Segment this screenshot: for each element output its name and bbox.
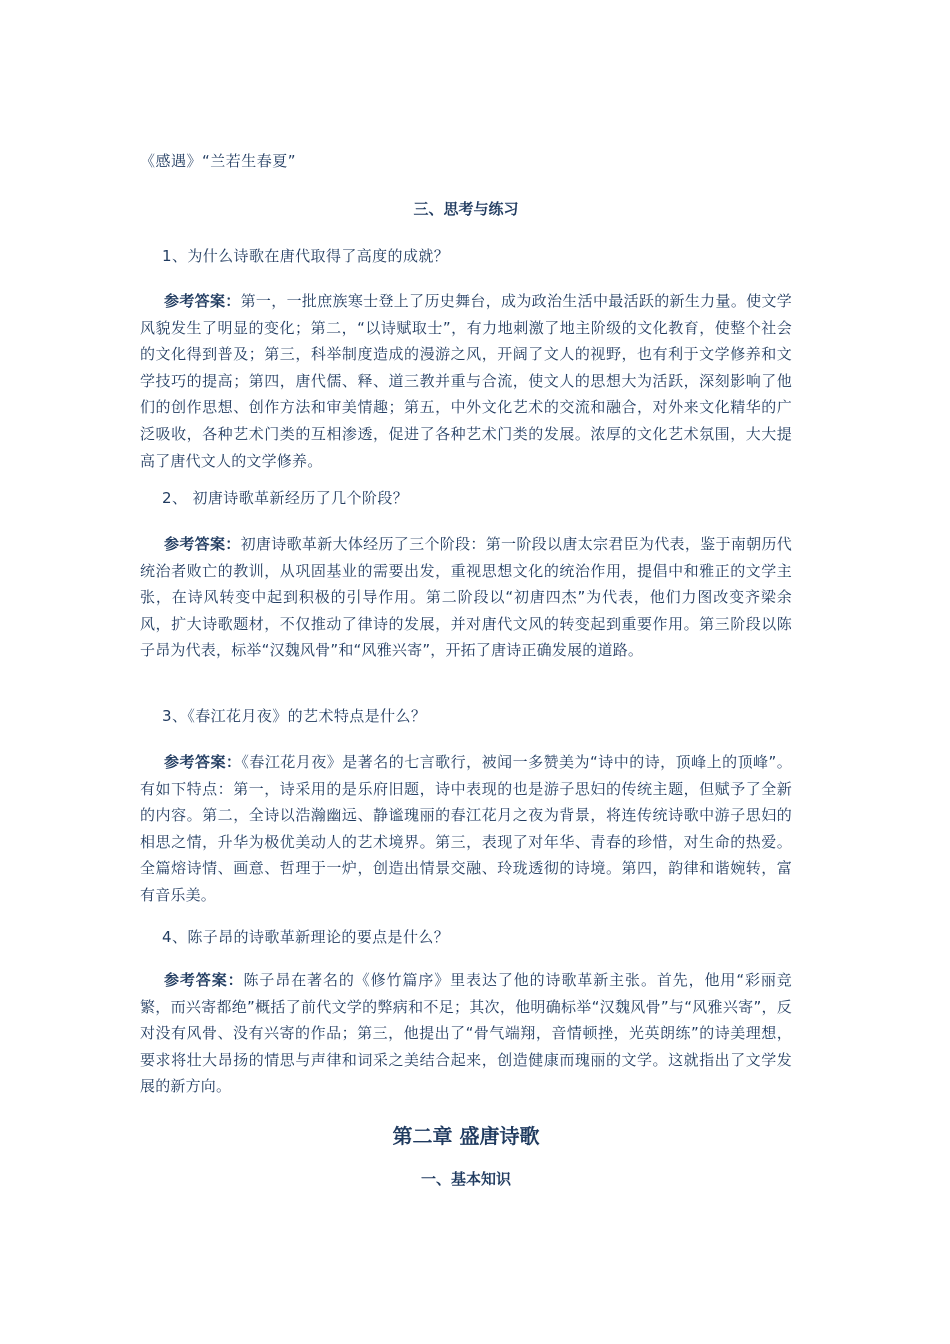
section-title-practice: 三、思考与练习 (413, 200, 519, 218)
question-4: 4、陈子昂的诗歌革新理论的要点是什么？ (162, 928, 450, 946)
answer-1 (140, 288, 792, 474)
question-1: 1、为什么诗歌在唐代取得了高度的成就？ (162, 247, 450, 265)
answer-4 (140, 967, 792, 1100)
answer-text: 《春江花月夜》是著名的七言歌行，被闻一多赞美为“诗中的诗，顶峰上的顶峰”。有如下特点：第一，诗采用的是乐府旧题，诗中表现的也是游子思妇的传统主题，但赋予了全新的内容。第二，全诗以浩瀚幽远、静谧瑰丽的春江花月之夜为背景，将连传统诗歌中游子思妇的相思之情，升华为极优美动人的艺术境界。第三，表现了对年华、青春的珍惜，对生命的热爱。全篇熔诗情、画意、哲理于一炉，创造出情景交融、玲珑透彻的诗境。第四，韵律和谐婉转，富有音乐美。 (140, 753, 792, 904)
chapter-title: 第二章 盛唐诗歌 (392, 1124, 540, 1148)
section-title-basic: 一、基本知识 (420, 1170, 511, 1188)
answer-label: 参考答案： (164, 535, 241, 553)
answer-3 (140, 749, 792, 909)
answer-label: 参考答案： (164, 971, 244, 989)
answer-text: 第一，一批庶族寒士登上了历史舞台，成为政治生活中最活跃的新生力量。使文学风貌发生了明显的变化；第二，“以诗赋取士”，有力地刺激了地主阶级的文化教育，使整个社会的文化得到普及；第三，科举制度造成的漫游之风，开阔了文人的视野，也有利于文学修养和文学技巧的提高；第四，唐代儒、释、道三教并重与合流，使文人的思想大为活跃，深刻影响了他们的创作思想、创作方法和审美情趣；第五，中外文化艺术的交流和融合，对外来文化精华的广泛吸收，各种艺术门类的互相渗透，促进了各种艺术门类的发展。浓厚的文化艺术氛围，大大提高了唐代文人的文学修养。 (140, 292, 792, 470)
answer-text: 陈子昂在著名的《修竹篇序》里表达了他的诗歌革新主张。首先，他用“彩丽竞繁，而兴寄都绝”概括了前代文学的弊病和不足；其次，他明确标举“汉魏风骨”与“风雅兴寄”，反对没有风骨、没有兴寄的作品；第三，他提出了“骨气端翔，音情顿挫，光英朗练”的诗美理想，要求将壮大昂扬的情思与声律和词采之美结合起来，创造健康而瑰丽的文学。这就指出了文学发展的新方向。 (140, 971, 792, 1096)
answer-label: 参考答案： (164, 753, 242, 771)
intro-line: 《感遇》“兰若生春夏” (140, 152, 297, 170)
question-3: 3、《春江花月夜》的艺术特点是什么？ (162, 707, 427, 725)
answer-text: 初唐诗歌革新大体经历了三个阶段：第一阶段以唐太宗君臣为代表，鉴于南朝历代统治者败亡的教训，从巩固基业的需要出发，重视思想文化的统治作用，提倡中和雅正的文学主张，在诗风转变中起到积极的引导作用。第二阶段以“初唐四杰”为代表，他们力图改变齐梁余风，扩大诗歌题材，不仅推动了律诗的发展，并对唐代文风的转变起到重要作用。第三阶段以陈子昂为代表，标举“汉魏风骨”和“风雅兴寄”，开拓了唐诗正确发展的道路。 (140, 535, 792, 660)
answer-label: 参考答案： (164, 292, 241, 310)
answer-2 (140, 531, 792, 664)
question-2: 2、 初唐诗歌革新经历了几个阶段？ (162, 489, 409, 507)
